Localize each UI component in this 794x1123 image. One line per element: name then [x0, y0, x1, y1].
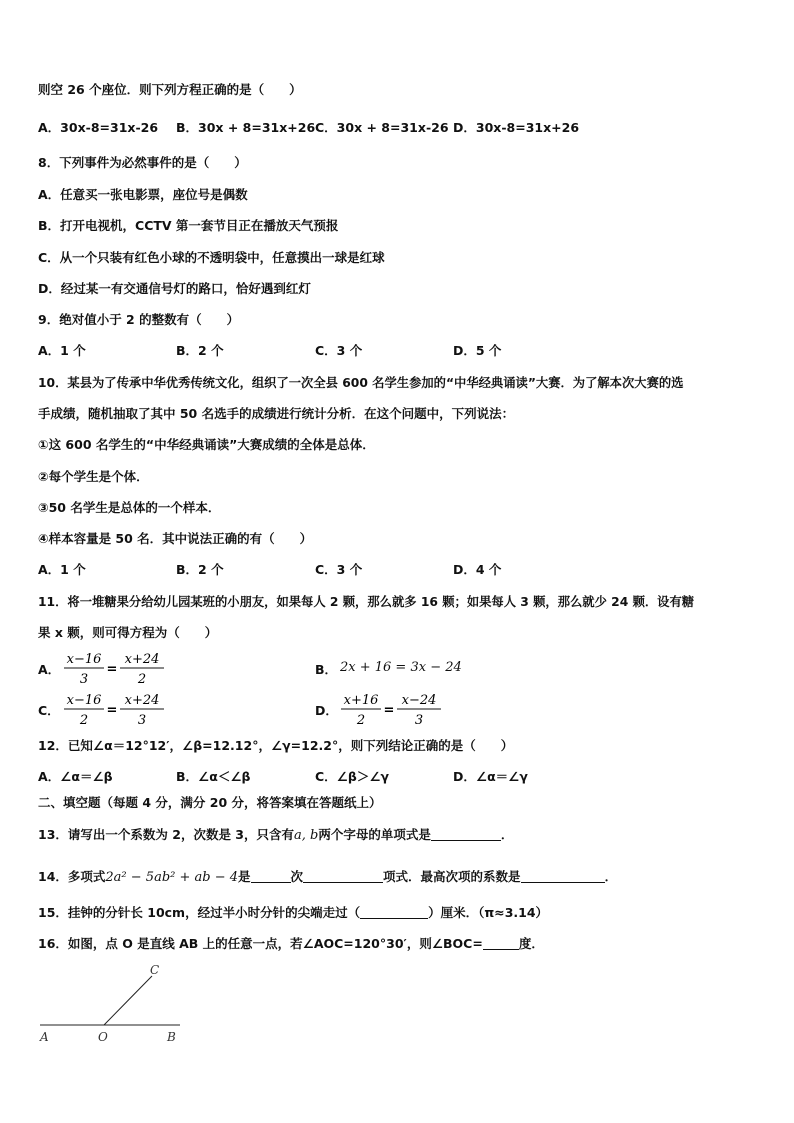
q11-c-den2: 3	[137, 713, 147, 728]
q11-option-a-equation	[62, 649, 174, 689]
q7-stem-tail: 则空 26 个座位．则下列方程正确的是（ ）	[38, 82, 302, 97]
q11-option-c-equation	[62, 690, 174, 730]
q9-option-d: D．5 个	[453, 343, 502, 358]
point-c-label: C	[150, 963, 160, 977]
q16-text-pre: 16．如图，点 O 是直线 AB 上的任意一点，若∠AOC=120°30′，则∠BOC=	[38, 936, 483, 951]
q14-text-mid1: 是	[238, 869, 251, 884]
q10-statement-3: ③50 名学生是总体的一个样本．	[38, 500, 221, 515]
q9-stem: 9．绝对值小于 2 的整数有（ ）	[38, 312, 240, 327]
q15-text-pre: 15．挂钟的分针长 10cm，经过半小时分针的尖端走过（	[38, 905, 361, 920]
q14-polynomial: 2a² − 5ab² + ab − 4	[105, 870, 239, 885]
point-b-label: B	[167, 1030, 176, 1044]
q11-option-d	[315, 690, 455, 730]
q12-option-d: D．∠α＝∠γ	[453, 769, 528, 784]
q16-text-post: 度．	[518, 936, 544, 951]
q10-statement-4: ④样本容量是 50 名．其中说法正确的有（ ）	[38, 531, 313, 546]
point-o-label: O	[98, 1030, 108, 1044]
q11-option-c	[38, 690, 178, 730]
q11-option-a-label: A．	[38, 662, 61, 677]
q11-a-den2: 2	[137, 672, 147, 687]
q7-option-c: C．30x + 8=31x-26	[315, 120, 449, 135]
q16-figure	[30, 958, 200, 1050]
q12-option-c: C．∠β＞∠γ	[315, 769, 390, 784]
q11-d-equals: =	[383, 703, 395, 718]
q14-text-mid3: 项式．最高次项的系数是	[383, 869, 521, 884]
q11-option-b	[315, 649, 515, 689]
q8-option-a: A．任意买一张电影票，座位号是偶数	[38, 187, 248, 202]
q10-statement-1: ①这 600 名学生的“中华经典诵读”大赛成绩的全体是总体．	[38, 437, 375, 452]
q15-answer-blank[interactable]	[360, 904, 428, 919]
q12-stem: 12．已知∠α＝12°12′，∠β=12.12°，∠γ=12.2°，则下列结论正确的是（ ）	[38, 738, 514, 753]
q16-answer-blank[interactable]	[483, 935, 519, 950]
q16	[38, 935, 544, 953]
q8-option-d: D．经过某一有交通信号灯的路口，恰好遇到红灯	[38, 281, 311, 296]
q9-option-b: B．2 个	[176, 343, 224, 358]
q10-option-b: B．2 个	[176, 562, 224, 577]
q11-option-a	[38, 649, 178, 689]
point-a-label: A	[40, 1030, 49, 1044]
q11-d-den1: 2	[356, 713, 366, 728]
q11-a-num1: x−16	[66, 652, 102, 667]
q11-option-b-equation: 2x + 16 = 3x − 24	[340, 660, 462, 675]
q14	[38, 868, 617, 887]
q7-option-a: A．30x-8=31x-26	[38, 120, 159, 135]
q10-option-d: D．4 个	[453, 562, 502, 577]
q11-a-den1: 3	[79, 672, 89, 687]
q11-d-den2: 3	[414, 713, 424, 728]
q11-a-num2: x+24	[124, 652, 160, 667]
q11-stem-line2: 果 x 颗，则可得方程为（ ）	[38, 625, 218, 640]
q12-options	[38, 768, 598, 786]
q7-option-b: B．30x + 8=31x+26	[176, 120, 316, 135]
q14-text-mid2: 次	[290, 869, 304, 884]
q10-stem-line1: 10．某县为了传承中华优秀传统文化，组织了一次全县 600 名学生参加的“中华经典诵读”大赛．为了解本次大赛的选	[38, 376, 684, 390]
q9-options	[38, 342, 598, 360]
q8-option-b: B．打开电视机，CCTV 第一套节目正在播放天气预报	[38, 218, 339, 233]
q13-text-post: 两个字母的单项式是	[318, 827, 431, 842]
q11-option-d-label: D．	[315, 703, 338, 718]
q11-option-c-label: C．	[38, 703, 60, 718]
q11-c-den1: 2	[79, 713, 89, 728]
q8-stem: 8．下列事件为必然事件的是（ ）	[38, 155, 247, 170]
q14-terms-blank[interactable]	[303, 868, 383, 883]
q12-option-a: A．∠α＝∠β	[38, 769, 113, 784]
q13-text-pre: 13．请写出一个系数为 2，次数是 3，只含有	[38, 827, 294, 842]
q10-stem-line2: 手成绩，随机抽取了其中 50 名选手的成绩进行统计分析．在这个问题中，下列说法：	[38, 406, 515, 421]
q9-option-c: C．3 个	[315, 343, 363, 358]
q10-options	[38, 561, 598, 579]
q12-option-b: B．∠α＜∠β	[176, 769, 251, 784]
q14-degree-blank[interactable]	[251, 868, 291, 883]
q10-option-c: C．3 个	[315, 562, 363, 577]
q13-variables: a, b	[294, 828, 319, 843]
section-heading-fill-in: 二、填空题（每题 4 分，满分 20 分，将答案填在答题纸上）	[38, 795, 382, 810]
q11-c-num2: x+24	[124, 693, 160, 708]
q11-stem-line1: 11．将一堆糖果分给幼儿园某班的小朋友，如果每人 2 颗，那么就多 16 颗；如果每人 3 颗，那么就少 24 颗．设有糖	[38, 595, 695, 609]
q13-text-end: ．	[500, 827, 514, 842]
ray-oc	[104, 976, 152, 1025]
q14-coefficient-blank[interactable]	[521, 868, 605, 883]
q7-option-d: D．30x-8=31x+26	[453, 120, 580, 135]
q11-c-num1: x−16	[66, 693, 102, 708]
q11-option-b-label: B．	[315, 662, 338, 677]
q13-answer-blank[interactable]	[431, 826, 501, 841]
q9-option-a: A．1 个	[38, 343, 86, 358]
q8-option-c: C．从一个只装有红色小球的不透明袋中，任意摸出一球是红球	[38, 250, 385, 265]
q11-d-num2: x−24	[401, 693, 437, 708]
q7-options	[38, 119, 598, 137]
q11-d-num1: x+16	[343, 693, 379, 708]
q14-text-pre: 14．多项式	[38, 869, 106, 884]
q11-c-equals: =	[106, 703, 118, 718]
q10-option-a: A．1 个	[38, 562, 86, 577]
q10-statement-2: ②每个学生是个体．	[38, 469, 149, 484]
q14-text-end: ．	[604, 869, 618, 884]
q11-option-d-equation	[339, 690, 451, 730]
q13	[38, 826, 513, 845]
q11-a-equals: =	[106, 662, 118, 677]
q15	[38, 904, 548, 922]
q15-text-post: ）厘米．（π≈3.14）	[428, 905, 549, 920]
